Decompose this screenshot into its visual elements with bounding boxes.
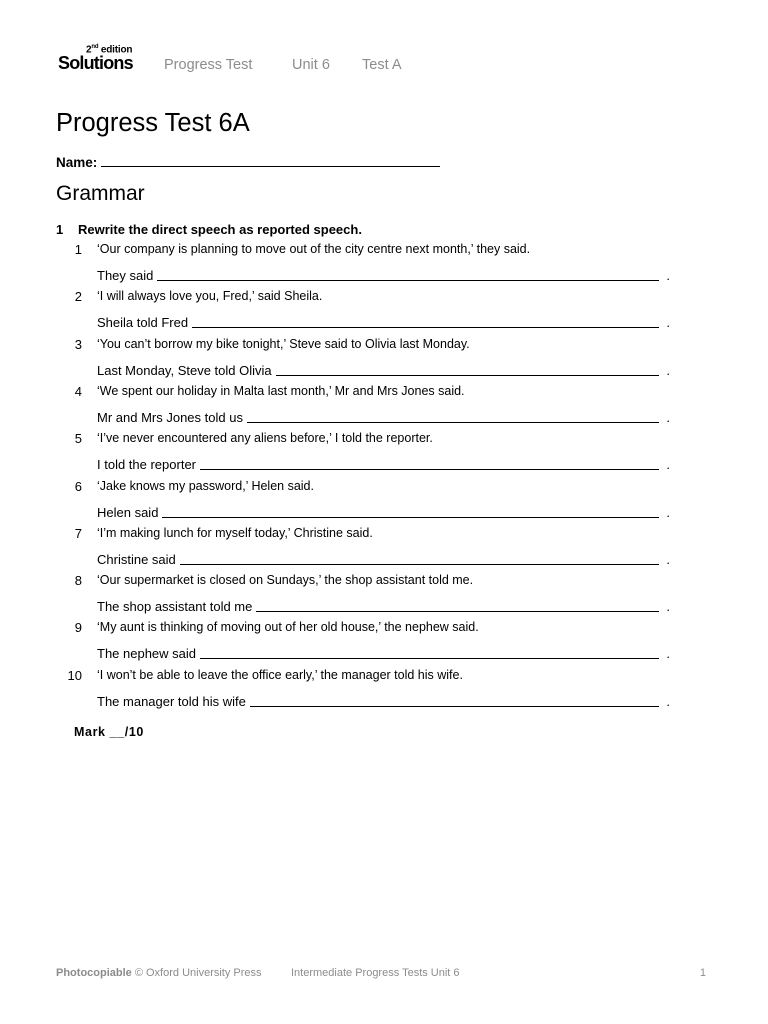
answer-field[interactable]: [157, 266, 659, 281]
answer-field[interactable]: [250, 692, 659, 707]
answer-full-stop: .: [666, 315, 670, 330]
question-prompt: ‘I’m making lunch for myself today,’ Christine said.: [97, 526, 373, 540]
answer-full-stop: .: [666, 410, 670, 425]
answer-row: [97, 691, 670, 709]
logo-edition: 2nd edition: [86, 44, 133, 56]
answer-full-stop: .: [666, 552, 670, 567]
answer-field[interactable]: [192, 313, 659, 328]
answer-row: [97, 502, 670, 520]
name-label: Name:: [56, 155, 98, 170]
section-heading: Grammar: [56, 182, 145, 205]
mark-score: Mark __/10: [74, 725, 144, 739]
question-item: [56, 242, 670, 288]
name-row: [56, 152, 440, 170]
exercise-number: 1: [56, 222, 64, 237]
answer-row: [97, 312, 670, 330]
answer-full-stop: .: [666, 363, 670, 378]
question-item: [56, 526, 670, 572]
logo-name: Solutions: [58, 53, 133, 73]
page-title: Progress Test 6A: [56, 109, 250, 137]
answer-field[interactable]: [162, 503, 659, 518]
question-number: 8: [74, 573, 82, 588]
question-number: 6: [74, 479, 82, 494]
footer-book: Intermediate Progress Tests Unit 6: [291, 967, 460, 979]
question-prompt: ‘I won’t be able to leave the office early,’ the manager told his wife.: [97, 668, 463, 682]
footer-page-number: 1: [699, 967, 706, 979]
answer-row: [97, 454, 670, 472]
question-prompt: ‘Our supermarket is closed on Sundays,’ the shop assistant told me.: [97, 573, 474, 587]
question-item: [56, 479, 670, 525]
header-progress-test: Progress Test: [164, 57, 253, 73]
answer-full-stop: .: [666, 505, 670, 520]
answer-full-stop: .: [666, 694, 670, 709]
answer-lead: Mr and Mrs Jones told us: [97, 410, 243, 425]
question-number: 9: [74, 620, 82, 635]
answer-lead: The nephew said: [97, 646, 197, 661]
question-number: 4: [74, 384, 82, 399]
answer-lead: They said: [97, 268, 154, 283]
exercise-instruction: Rewrite the direct speech as reported speech.: [78, 222, 362, 237]
question-item: [56, 573, 670, 619]
answer-row: [97, 407, 670, 425]
answer-lead: Christine said: [97, 552, 176, 567]
answer-row: [97, 549, 670, 567]
name-field[interactable]: [101, 152, 440, 167]
question-number: 2: [74, 289, 82, 304]
header-test: Test A: [362, 57, 402, 73]
question-item: [56, 431, 670, 477]
question-item: [56, 620, 670, 666]
question-number: 1: [74, 242, 82, 257]
answer-row: [97, 265, 670, 283]
question-prompt: ‘Jake knows my password,’ Helen said.: [97, 479, 314, 493]
question-item: [56, 289, 670, 335]
exercise-heading: [56, 222, 362, 237]
answer-full-stop: .: [666, 646, 670, 661]
answer-lead: Sheila told Fred: [97, 315, 189, 330]
footer-copyright: © Oxford University Press: [134, 967, 262, 979]
question-item: [56, 384, 670, 430]
question-prompt: ‘You can’t borrow my bike tonight,’ Steve said to Olivia last Monday.: [97, 337, 470, 351]
question-prompt: ‘I will always love you, Fred,’ said Sheila.: [97, 289, 323, 303]
question-number: 5: [74, 431, 82, 446]
page-header: [58, 44, 718, 76]
answer-field[interactable]: [276, 361, 659, 376]
solutions-logo: [58, 44, 140, 74]
answer-row: [97, 643, 670, 661]
question-prompt: ‘Our company is planning to move out of the city centre next month,’ they said.: [97, 242, 531, 256]
answer-lead: The manager told his wife: [97, 694, 246, 709]
answer-full-stop: .: [666, 268, 670, 283]
answer-row: [97, 596, 670, 614]
page-footer: [56, 967, 706, 979]
answer-field[interactable]: [200, 455, 659, 470]
answer-lead: Last Monday, Steve told Olivia: [97, 363, 272, 378]
answer-field[interactable]: [247, 408, 659, 423]
question-number: 3: [74, 337, 82, 352]
answer-field[interactable]: [200, 644, 659, 659]
question-prompt: ‘I’ve never encountered any aliens before,’ I told the reporter.: [97, 431, 433, 445]
answer-lead: I told the reporter: [97, 457, 196, 472]
question-number: 7: [74, 526, 82, 541]
answer-field[interactable]: [256, 597, 659, 612]
question-item: [56, 668, 670, 714]
answer-full-stop: .: [666, 599, 670, 614]
answer-field[interactable]: [180, 550, 659, 565]
question-prompt: ‘We spent our holiday in Malta last month,’ Mr and Mrs Jones said.: [97, 384, 465, 398]
question-item: [56, 337, 670, 383]
answer-full-stop: .: [666, 457, 670, 472]
header-unit: Unit 6: [292, 57, 330, 73]
answer-lead: Helen said: [97, 505, 159, 520]
question-number: 10: [67, 668, 82, 683]
footer-photocopiable: Photocopiable: [56, 967, 132, 979]
answer-row: [97, 360, 670, 378]
answer-lead: The shop assistant told me: [97, 599, 253, 614]
question-prompt: ‘My aunt is thinking of moving out of her old house,’ the nephew said.: [97, 620, 479, 634]
